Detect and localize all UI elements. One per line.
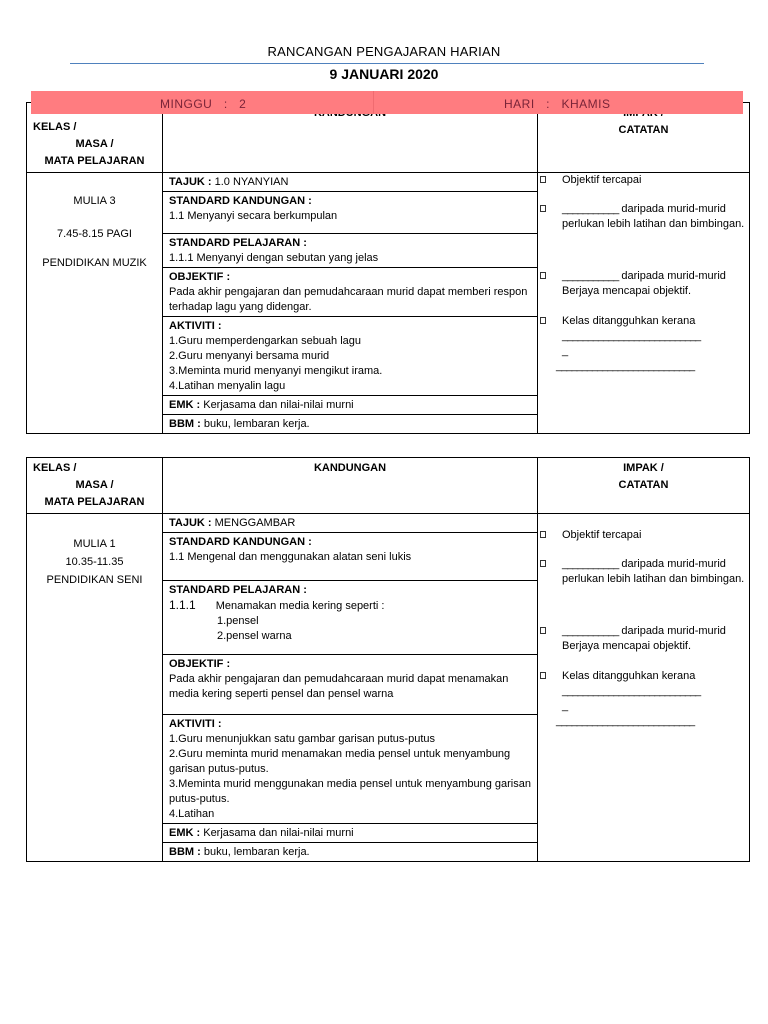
lesson1-impak-objektif: Objektif tercapai xyxy=(538,173,749,188)
lesson2-kandungan-rows xyxy=(163,514,537,861)
lesson1-objektif-row xyxy=(163,268,537,317)
header-kandungan: KANDUNGAN xyxy=(313,462,387,474)
day-label: HARI : KHAMIS xyxy=(504,97,611,111)
lesson2-tangguh-line-2: ___________________________ xyxy=(556,715,695,727)
lesson2-aktiviti-1: 1.Guru menunjukkan satu gambar garisan putus-putus xyxy=(169,733,435,745)
lesson2-bbm-row xyxy=(163,843,537,862)
lesson1-bbm-row xyxy=(163,415,537,434)
checkbox-icon[interactable] xyxy=(540,176,546,183)
lesson2-tangguh-dash: _ xyxy=(562,700,569,712)
checkbox-icon[interactable] xyxy=(540,560,546,567)
lesson1-masa: 7.45-8.15 PAGI xyxy=(56,228,132,240)
header-masa: MASA / xyxy=(75,479,114,491)
lesson1-tangguh-dash: _ xyxy=(562,345,569,357)
lesson1-tajuk-row xyxy=(163,173,537,192)
lesson2-sp-number: 1.1.1 xyxy=(169,598,196,612)
lesson1-emk-label: EMK : xyxy=(169,399,201,411)
lesson2-impak-objektif: Objektif tercapai xyxy=(538,528,749,543)
header-mapel: MATA PELAJARAN xyxy=(44,155,145,167)
lesson1-bbm: buku, lembaran kerja. xyxy=(200,418,310,430)
header-mapel: MATA PELAJARAN xyxy=(44,496,145,508)
lesson2-sp-label: STANDARD PELAJARAN : xyxy=(169,584,307,596)
lesson1-sp-row xyxy=(163,234,537,268)
header-kandungan-cell xyxy=(163,458,538,514)
lesson2-aktiviti-row xyxy=(163,715,537,824)
lesson2-impak-latihan: ___________ daripada murid-murid perlukan lebih latihan dan bimbingan. xyxy=(538,557,749,587)
lesson1-aktiviti-2: 2.Guru menyanyi bersama murid xyxy=(169,350,330,362)
checkbox-icon[interactable] xyxy=(540,317,546,324)
lesson-table-1 xyxy=(26,102,750,434)
lesson2-impak-berjaya: ___________ daripada murid-murid Berjaya mencapai objektif. xyxy=(538,624,749,654)
checkbox-icon[interactable] xyxy=(540,531,546,538)
lesson1-objektif: Pada akhir pengajaran dan pemudahcaraan murid dapat memberi respon terhadap lagu yang didengar. xyxy=(169,286,528,313)
lesson1-impak-tangguh: Kelas ditangguhkan kerana ___________________________ _ ___________________________ xyxy=(538,314,749,374)
lesson2-impak-cell xyxy=(538,514,750,862)
lesson1-info-cell xyxy=(27,173,163,434)
document-title: RANCANGAN PENGAJARAN HARIAN xyxy=(267,44,501,59)
checkbox-icon[interactable] xyxy=(540,272,546,279)
lesson2-emk: Kerjasama dan nilai-nilai murni xyxy=(200,827,354,839)
lesson1-bbm-label: BBM : xyxy=(169,418,201,430)
checkbox-icon[interactable] xyxy=(540,672,546,679)
lesson1-aktiviti-1: 1.Guru memperdengarkan sebuah lagu xyxy=(169,335,362,347)
header-impak-cell xyxy=(538,458,750,514)
lesson2-sp-item-1: 1.pensel xyxy=(217,615,259,627)
checkbox-icon[interactable] xyxy=(540,205,546,212)
lesson2-aktiviti-2: 2.Guru meminta murid menamakan media pensel untuk menyambung garisan putus-putus. xyxy=(169,748,511,775)
lesson1-tangguh-line-2: ___________________________ xyxy=(556,360,695,372)
lesson2-bbm: buku, lembaran kerja. xyxy=(200,846,310,858)
header-impak: IMPAK / xyxy=(623,462,664,474)
lesson2-sk-row xyxy=(163,533,537,581)
lesson2-objektif: Pada akhir pengajaran dan pemudahcaraan murid dapat menamakan media kering seperti pensel dan pensel warna xyxy=(169,673,509,700)
header-kelas: KELAS / xyxy=(33,121,77,133)
lesson2-info-cell xyxy=(27,514,163,862)
lesson2-emk-label: EMK : xyxy=(169,827,201,839)
header-kelas-cell xyxy=(27,458,163,514)
lesson1-sp: 1.1.1 Menyanyi dengan sebutan yang jelas xyxy=(169,252,379,264)
lesson1-tangguh-line-1: ___________________________ xyxy=(562,330,701,342)
lesson2-objektif-row xyxy=(163,655,537,715)
lesson1-aktiviti-3: 3.Meminta murid menyanyi mengikut irama. xyxy=(169,365,383,377)
lesson1-mapel: PENDIDIKAN MUZIK xyxy=(42,257,147,269)
lesson2-tajuk: MENGGAMBAR xyxy=(211,517,296,529)
banner-divider xyxy=(373,91,374,114)
lesson2-masa: 10.35-11.35 xyxy=(65,556,124,568)
lesson2-sp-row xyxy=(163,581,537,655)
lesson2-tangguh-line-1: ___________________________ xyxy=(562,685,701,697)
lesson2-tajuk-label: TAJUK : xyxy=(169,517,212,529)
lesson-table-2 xyxy=(26,457,750,862)
document-date: 9 JANUARI 2020 xyxy=(329,66,439,82)
lesson1-sk: 1.1 Menyanyi secara berkumpulan xyxy=(169,210,338,222)
lesson1-impak-latihan: ___________ daripada murid-murid perlukan lebih latihan dan bimbingan. xyxy=(538,202,749,232)
lesson2-kandungan-cell xyxy=(163,514,538,862)
lesson2-bbm-label: BBM : xyxy=(169,846,201,858)
lesson1-emk-row xyxy=(163,396,537,415)
lesson1-sp-label: STANDARD PELAJARAN : xyxy=(169,237,307,249)
lesson1-tajuk-label: TAJUK : xyxy=(169,176,212,188)
week-day-banner xyxy=(31,91,743,114)
lesson1-impak-berjaya: ___________ daripada murid-murid Berjaya mencapai objektif. xyxy=(538,269,749,299)
lesson2-sk: 1.1 Mengenal dan menggunakan alatan seni lukis xyxy=(169,551,412,563)
lesson1-kandungan-cell xyxy=(163,173,538,434)
lesson2-emk-row xyxy=(163,824,537,843)
lesson2-aktiviti-label: AKTIVITI : xyxy=(169,718,222,730)
lesson1-aktiviti-label: AKTIVITI : xyxy=(169,320,222,332)
title-underline xyxy=(70,63,704,64)
lesson2-mapel: PENDIDIKAN SENI xyxy=(46,574,143,586)
lesson2-tajuk-row xyxy=(163,514,537,533)
lesson2-aktiviti-4: 4.Latihan xyxy=(169,808,215,820)
lesson2-kelas: MULIA 1 xyxy=(73,538,116,550)
lesson2-sk-label: STANDARD KANDUNGAN : xyxy=(169,536,312,548)
lesson1-impak-cell xyxy=(538,173,750,434)
lesson1-kandungan-rows xyxy=(163,173,537,433)
lesson1-aktiviti-row xyxy=(163,317,537,396)
header-catatan: CATATAN xyxy=(618,124,669,136)
header-masa: MASA / xyxy=(75,138,114,150)
header-catatan: CATATAN xyxy=(618,479,669,491)
lesson1-tajuk: 1.0 NYANYIAN xyxy=(211,176,289,188)
lesson1-objektif-label: OBJEKTIF : xyxy=(169,271,231,283)
lesson1-emk: Kerjasama dan nilai-nilai murni xyxy=(200,399,354,411)
lesson1-sk-row xyxy=(163,192,537,234)
lesson2-sp-item-2: 2.pensel warna xyxy=(217,630,292,642)
lesson1-kelas: MULIA 3 xyxy=(73,195,116,207)
lesson2-aktiviti-3: 3.Meminta murid menggunakan media pensel untuk menyambung garisan putus-putus. xyxy=(169,778,531,805)
lesson2-sp: Menamakan media kering seperti : xyxy=(215,600,385,612)
week-label: MINGGU : 2 xyxy=(160,97,247,111)
lesson2-impak-tangguh: Kelas ditangguhkan kerana ___________________________ _ ___________________________ xyxy=(538,669,749,729)
lesson2-objektif-label: OBJEKTIF : xyxy=(169,658,231,670)
lesson1-aktiviti-4: 4.Latihan menyalin lagu xyxy=(169,380,286,392)
checkbox-icon[interactable] xyxy=(540,627,546,634)
header-kelas: KELAS / xyxy=(33,462,77,474)
lesson1-sk-label: STANDARD KANDUNGAN : xyxy=(169,195,312,207)
